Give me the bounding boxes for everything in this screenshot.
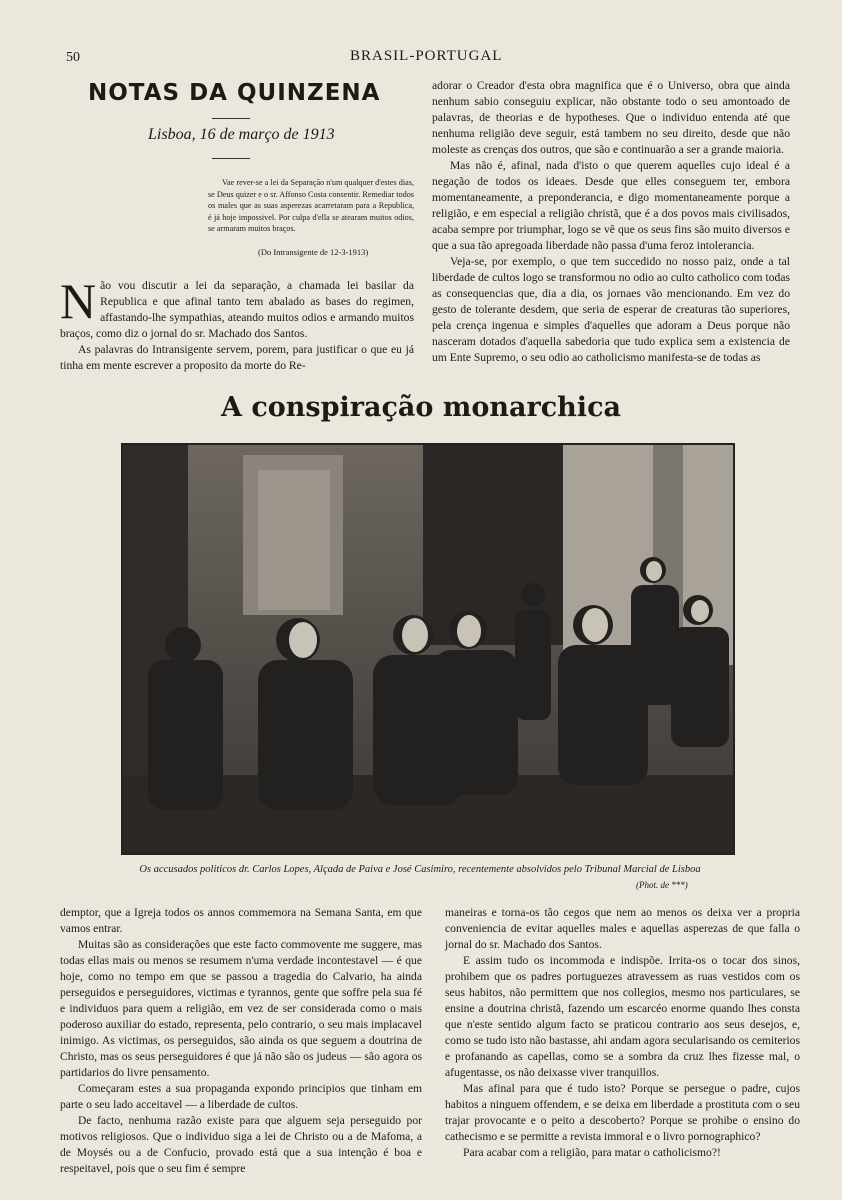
paragraph: adorar o Creador d'esta obra magnifica que é o Universo, obra que ainda nenhum sabio conseguiu explicar, não obstante todo o seu amontoado de palavras, de theorias e de hypotheses. Que o individuo entenda até que nenhuma religião deve seguir, está tambem no seu direito, desde que não moleste as crenças dos outros, que são e continuarão a ser a grande maioria.: [432, 79, 790, 156]
paragraph: maneiras e torna-os tão cegos que nem ao menos os deixa ver a propria conveniencia de evitar aquelles males e aquellas asperezas de que falla o jornal do sr. Machado dos Santos.: [445, 906, 800, 951]
divider: [212, 158, 250, 159]
paragraph: Veja-se, por exemplo, o que tem succedido no nosso paiz, onde a tal liberdade de cultos logo se transformou no odio ao culto catholico com todas as consequencias que, dia a dia, os jornaes vão mencionando. Em vez do gesto de tolerante desdem, que seria de esperar de creaturas tão superiores, pela crença ingenua e simples d'aquelles que adoram a Deus porque não nasceram dotados d'aquella sabedoria que tudo explica sem a existencia de um Ente Supremo, o seu odio ao catholicismo manifesta-se de todas as: [432, 255, 790, 364]
page-number: 50: [66, 50, 80, 65]
photo-caption: Os accusados politicos dr. Carlos Lopes, Alçada de Paiva e José Casimiro, recentemente absolvidos pelo Tribunal Marcial de Lisboa: [139, 864, 701, 875]
section-title: NOTAS DA QUINZENA: [88, 80, 381, 106]
dateline: Lisboa, 16 de março de 1913: [148, 126, 335, 143]
paragraph: Começaram estes a sua propaganda expondo principios que tinham em parte o seu lado acceitavel — a liberdade de cultos.: [60, 1082, 422, 1111]
bottom-left-column: [60, 905, 422, 1177]
divider: [212, 118, 250, 119]
top-right-column: [432, 78, 790, 366]
top-left-column: [60, 273, 414, 374]
paragraph: Para acabar com a religião, para matar o catholicismo?!: [463, 1146, 721, 1159]
photo-image: [123, 445, 733, 853]
paragraph: Mas afinal para que é tudo isto? Porque se persegue o padre, cujos habitos a ninguem offendem, e se deixa em liberdade a prostituta com o seu trajar provocante e o peito a descoberto? Porque se prohibe o ensino do cathecismo e se permitte a revista immoral e o livro pornographico?: [445, 1082, 800, 1143]
paragraph: ão vou discutir a lei da separação, a chamada lei basilar da Republica e que afinal tanto tem abalado as bases do regimen, affastando-lhe sympathias, ateando muitos odios e armando muitos braços, como diz o jornal do sr. Machado dos Santos.: [60, 279, 414, 340]
epigraph-source: (Do Intransigente de 12-3-1913): [258, 247, 369, 257]
article-title: A conspiração monarchica: [220, 392, 622, 423]
bottom-right-column: [445, 905, 800, 1161]
photo-credit: (Phot. de ***): [636, 880, 688, 890]
paragraph: E assim tudo os incommoda e indispõe. Irrita-os o tocar dos sinos, prohibem que os padres portuguezes atravessem as ruas vestidos com os seus habitos, não permittem que nos collegios, mesmo nos particulares, se ensine a doutrina christã, fazendo um escarcéo enorme quando lhes consta que n'este sentido algum facto se praticou contrario aos seus desejos, e, como se tudo isto não bastasse, ahi andam agora secularisando os cemiterios e profanando as capellas, como se a sombra da cruz lhes fizesse mal, o afugentasse, os não deixasse viver tranquillos.: [445, 954, 800, 1079]
paragraph: As palavras do Intransigente servem, porem, para justificar o que eu já tinha em mente escrever a proposito da morte do Re-: [60, 343, 414, 372]
paragraph: demptor, que a Igreja todos os annos commemora na Semana Santa, em que vamos entrar.: [60, 906, 422, 935]
drop-cap: N: [60, 273, 97, 329]
epigraph: Vae rever-se a lei da Separação n'um qualquer d'estes dias, se Deus quizer e o sr. Affonso Costa consentir. Remediar todos os males que as suas asperezas acarretaram para a Republica, é já hoje impossivel. Por culpa d'ella se atearam muitos odios, se armaram muitos braços.: [208, 178, 414, 233]
paragraph: Muitas são as considerações que este facto commovente me suggere, mas todas ellas mais ou menos se resumem n'uma verdade incontestavel — é que hoje, como no tempo em que se passou a tragedia do Calvario, ha ainda perseguidos e perseguidores, victimas e tyrannos, gente que soffre pela sua fé e individuos para quem a religião, em vez de ser considerada como o mais poderoso auxiliar do estado, representa, pelo contrario, o seu mais implacavel inimigo. As victimas, os perseguidos, são ainda os que seguem a doutrina de Christo, mas os seus perseguidores é que já não são os judeus — são agora os partidarios do livre pensamento.: [60, 938, 422, 1079]
paragraph: Mas não é, afinal, nada d'isto o que querem aquelles cujo ideal é a negação de todos os ideaes. Desde que elles conseguem ter, embora momentaneamente, a preponderancia, e digo momentaneamente porque a religião, e em especial a religião christã, que é a dos povos mais civilisados, acaba sempre por triumphar, logo se vê que os seus fins são muito diversos e que a sua tão apregoada liberdade não passa d'uma feroz intolerancia.: [432, 159, 790, 252]
courtroom-photo: [121, 443, 735, 855]
paragraph: De facto, nenhuma razão existe para que alguem seja perseguido por motivos religiosos. Que o individuo siga a lei de Christo ou a de Mafoma, a de Moysés ou a de Confucio, provado está que a sua intenção é boa e respeitavel, pois que o seu fim é sempre: [60, 1114, 422, 1175]
running-head: BRASIL-PORTUGAL: [350, 48, 503, 64]
